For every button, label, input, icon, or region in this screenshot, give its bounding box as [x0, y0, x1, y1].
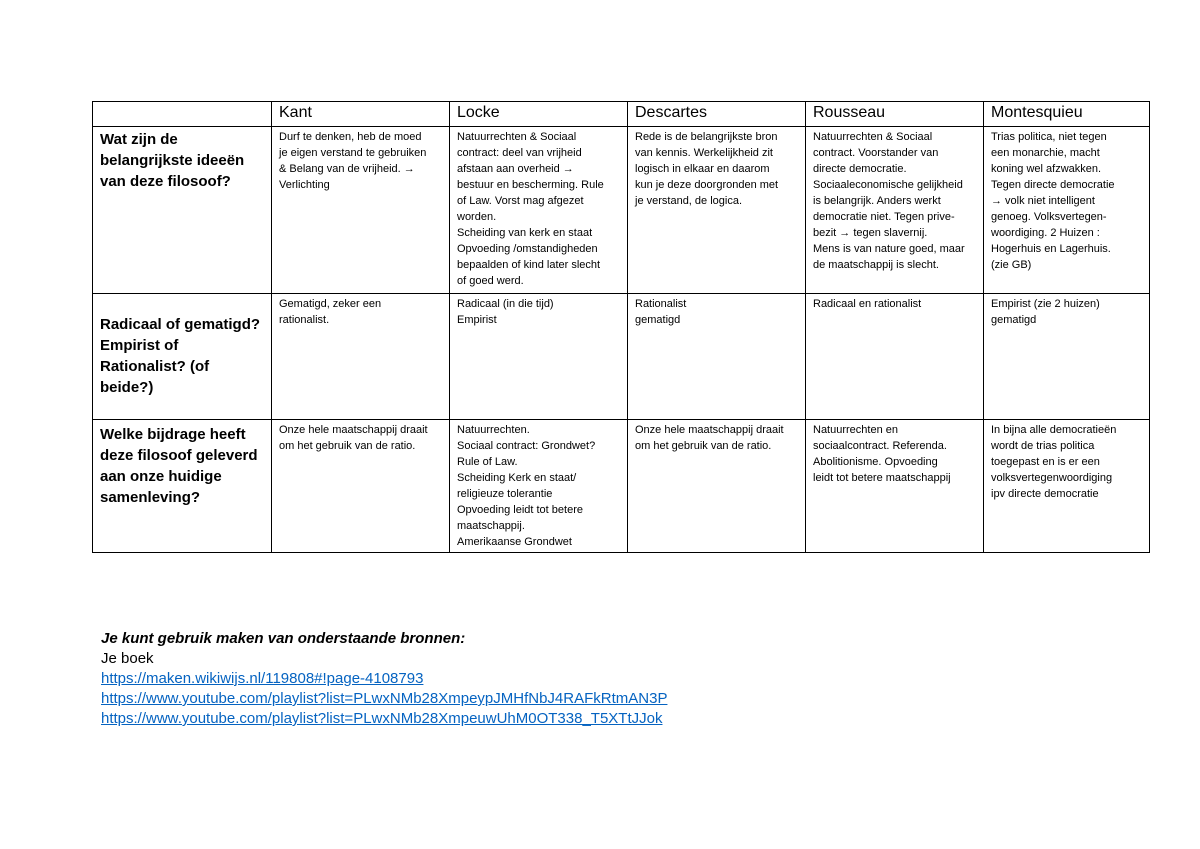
cell-line: Empirist — [457, 314, 497, 326]
cell-line: → volk niet intelligent — [991, 195, 1095, 207]
cell-line: Radicaal en rationalist — [813, 298, 922, 310]
question-line: beide?) — [100, 379, 154, 396]
philosophers-table — [92, 101, 1150, 553]
header-locke: Locke — [450, 102, 628, 127]
cell-line: worden. — [457, 211, 497, 223]
cell-rousseau — [806, 294, 984, 420]
cell-line: kun je deze doorgronden met — [635, 179, 779, 191]
cell-line: Rede is de belangrijkste bron — [635, 131, 778, 143]
cell-line: bepaalden of kind later slecht — [457, 259, 601, 271]
question-line: Rationalist? (of — [100, 358, 210, 375]
cell-line: koning wel afzwakken. — [991, 163, 1102, 175]
cell-line: maatschappij. — [457, 520, 525, 532]
cell-line: Durf te denken, heb de moed — [279, 131, 422, 143]
cell-line: toegepast en is er een — [991, 456, 1100, 468]
cell-line: contract: deel van vrijheid — [457, 147, 582, 159]
cell-line: Sociaal contract: Grondwet? — [457, 440, 596, 452]
source-link-youtube-playlist-1[interactable]: https://www.youtube.com/playlist?list=PLwxNMb28XmpeypJMHfNbJ4RAFkRtmAN3P — [101, 690, 668, 707]
cell-line: Scheiding Kerk en staat/ — [457, 472, 577, 484]
cell-kant — [272, 420, 450, 553]
cell-line: gematigd — [635, 314, 681, 326]
cell-kant — [272, 294, 450, 420]
cell-line: & Belang van de vrijheid. → — [279, 163, 415, 175]
source-book: Je boek — [101, 650, 154, 667]
cell-line: ipv directe democratie — [991, 488, 1099, 500]
cell-line: directe democratie. — [813, 163, 907, 175]
cell-montesquieu — [984, 294, 1150, 420]
cell-line: Opvoeding leidt tot betere — [457, 504, 583, 516]
question-line: deze filosoof geleverd — [100, 447, 258, 464]
cell-descartes — [628, 127, 806, 294]
cell-line: contract. Voorstander van — [813, 147, 939, 159]
sources-intro: Je kunt gebruik maken van onderstaande bronnen: — [101, 630, 466, 647]
cell-rousseau — [806, 420, 984, 553]
cell-line: Onze hele maatschappij draait — [635, 424, 784, 436]
cell-line: je verstand, de logica. — [635, 195, 743, 207]
cell-line: Natuurrechten en — [813, 424, 898, 436]
header-descartes: Descartes — [628, 102, 806, 127]
cell-line: (zie GB) — [991, 259, 1032, 271]
header-cell-empty — [93, 102, 272, 127]
header-rousseau: Rousseau — [806, 102, 984, 127]
cell-line: woordiging. 2 Huizen : — [991, 227, 1100, 239]
cell-line: In bijna alle democratieën — [991, 424, 1117, 436]
question-line: samenleving? — [100, 489, 201, 506]
cell-line: bezit → tegen slavernij. — [813, 227, 928, 239]
cell-line: je eigen verstand te gebruiken — [279, 147, 427, 159]
sources-section — [101, 629, 667, 729]
cell-line: logisch in elkaar en daarom — [635, 163, 770, 175]
cell-line: Empirist (zie 2 huizen) — [991, 298, 1100, 310]
table-row — [93, 294, 1150, 420]
cell-line: Gematigd, zeker een — [279, 298, 382, 310]
cell-line: om het gebruik van de ratio. — [279, 440, 416, 452]
question-line: van deze filosoof? — [100, 173, 231, 190]
source-link-youtube-playlist-2[interactable]: https://www.youtube.com/playlist?list=PLwxNMb28XmpeuwUhM0OT338_T5XTtJJok — [101, 710, 663, 727]
cell-line: Tegen directe democratie — [991, 179, 1115, 191]
question-line: Empirist of — [100, 337, 179, 354]
question-line: Welke bijdrage heeft — [100, 426, 246, 443]
cell-montesquieu — [984, 420, 1150, 553]
cell-line: is belangrijk. Anders werkt — [813, 195, 941, 207]
question-line: aan onze huidige — [100, 468, 222, 485]
cell-line: de maatschappij is slecht. — [813, 259, 939, 271]
cell-line: volksvertegenwoordiging — [991, 472, 1113, 484]
cell-line: sociaalcontract. Referenda. — [813, 440, 947, 452]
question-line: Wat zijn de — [100, 131, 178, 148]
cell-descartes — [628, 294, 806, 420]
cell-kant — [272, 127, 450, 294]
cell-line: Verlichting — [279, 179, 330, 191]
table-header-row — [93, 102, 1150, 127]
row-question — [93, 127, 272, 294]
cell-line: leidt tot betere maatschappij — [813, 472, 951, 484]
cell-line: Natuurrechten & Sociaal — [457, 131, 577, 143]
cell-line: Natuurrechten & Sociaal — [813, 131, 933, 143]
cell-line: Abolitionisme. Opvoeding — [813, 456, 938, 468]
cell-locke — [450, 420, 628, 553]
cell-montesquieu — [984, 127, 1150, 294]
cell-line: een monarchie, macht — [991, 147, 1100, 159]
cell-line: Trias politica, niet tegen — [991, 131, 1107, 143]
cell-line: Sociaaleconomische gelijkheid — [813, 179, 963, 191]
cell-line: of goed werd. — [457, 275, 524, 287]
cell-descartes — [628, 420, 806, 553]
cell-line: Radicaal (in die tijd) — [457, 298, 554, 310]
header-montesquieu: Montesquieu — [984, 102, 1150, 127]
cell-rousseau — [806, 127, 984, 294]
row-question — [93, 294, 272, 420]
cell-line: om het gebruik van de ratio. — [635, 440, 772, 452]
cell-line: gematigd — [991, 314, 1037, 326]
cell-line: Hogerhuis en Lagerhuis. — [991, 243, 1111, 255]
source-link-wikiwijs[interactable]: https://maken.wikiwijs.nl/119808#!page-4108793 — [101, 670, 424, 687]
question-line: Radicaal of gematigd? — [100, 316, 261, 333]
cell-line: religieuze tolerantie — [457, 488, 553, 500]
table-row — [93, 420, 1150, 553]
cell-line: of Law. Vorst mag afgezet — [457, 195, 584, 207]
cell-line: Rule of Law. — [457, 456, 518, 468]
cell-line: bestuur en bescherming. Rule — [457, 179, 604, 191]
cell-line: Mens is van nature goed, maar — [813, 243, 965, 255]
cell-locke — [450, 294, 628, 420]
cell-line: wordt de trias politica — [991, 440, 1095, 452]
cell-line: Amerikaanse Grondwet — [457, 536, 572, 548]
table-row — [93, 127, 1150, 294]
cell-line: Scheiding van kerk en staat — [457, 227, 593, 239]
cell-line: Opvoeding /omstandigheden — [457, 243, 598, 255]
cell-line: Rationalist — [635, 298, 687, 310]
header-kant: Kant — [272, 102, 450, 127]
row-question — [93, 420, 272, 553]
question-line: belangrijkste ideeën — [100, 152, 245, 169]
cell-line: genoeg. Volksvertegen- — [991, 211, 1107, 223]
cell-line: democratie niet. Tegen prive- — [813, 211, 955, 223]
cell-line: van kennis. Werkelijkheid zit — [635, 147, 773, 159]
cell-line: rationalist. — [279, 314, 330, 326]
cell-locke — [450, 127, 628, 294]
cell-line: Natuurrechten. — [457, 424, 530, 436]
cell-line: afstaan aan overheid → — [457, 163, 574, 175]
cell-line: Onze hele maatschappij draait — [279, 424, 428, 436]
